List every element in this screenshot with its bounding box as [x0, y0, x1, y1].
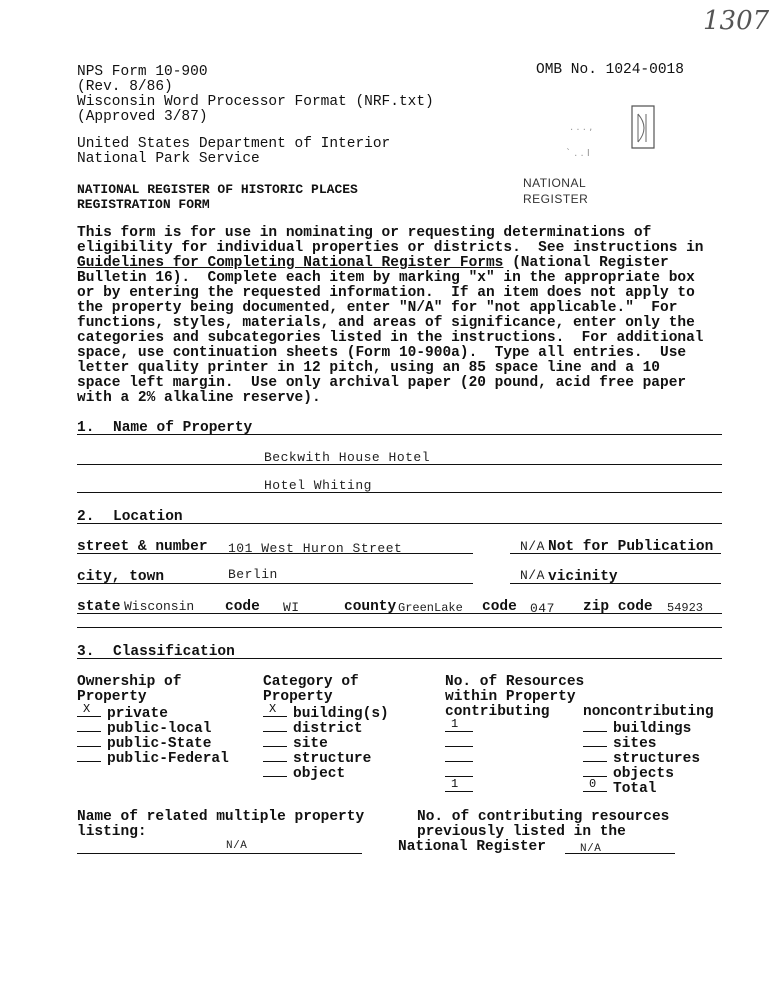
- resource-row-objects-noncontrib[interactable]: objects: [583, 765, 674, 782]
- resource-row-buildings-noncontrib[interactable]: buildings: [583, 720, 691, 737]
- category-heading-2: Property: [263, 689, 333, 705]
- form-revision: (Rev. 8/86): [77, 79, 173, 95]
- county-code-value[interactable]: 047: [530, 601, 555, 616]
- resource-row-total[interactable]: 1: [445, 780, 479, 797]
- ownership-option-public-state[interactable]: public-State: [77, 735, 211, 752]
- form-subtitle: REGISTRATION FORM: [77, 197, 210, 212]
- category-heading-1: Category of: [263, 674, 359, 690]
- previously-listed-label-2: previously listed in the: [417, 824, 626, 840]
- not-for-publication-value[interactable]: N/A: [520, 539, 545, 554]
- category-option-site[interactable]: site: [263, 735, 328, 752]
- resource-row-sites-noncontrib[interactable]: sites: [583, 735, 657, 752]
- category-option-structure[interactable]: structure: [263, 750, 371, 767]
- resources-heading-2: within Property: [445, 689, 576, 705]
- ownership-heading-2: Property: [77, 689, 147, 705]
- category-option-object[interactable]: object: [263, 765, 345, 782]
- svg-text:. . . ,: . . . ,: [570, 122, 593, 133]
- section3-number: 3.: [77, 644, 95, 660]
- guidelines-title: Guidelines for Completing National Register Forms: [77, 255, 504, 271]
- form-number: NPS Form 10-900: [77, 64, 208, 80]
- resources-heading-1: No. of Resources: [445, 674, 585, 690]
- city-value[interactable]: Berlin: [228, 567, 278, 582]
- section1-heading: Name of Property: [113, 420, 253, 436]
- ownership-option-private[interactable]: X private: [77, 705, 168, 722]
- street-label: street & number: [77, 539, 208, 555]
- omb-number: OMB No. 1024-0018: [536, 62, 684, 78]
- zip-label: zip code: [583, 599, 653, 615]
- form-title: NATIONAL REGISTER OF HISTORIC PLACES: [77, 182, 358, 197]
- category-option-district[interactable]: district: [263, 720, 363, 737]
- previously-listed-value[interactable]: N/A: [580, 843, 602, 855]
- related-property-value[interactable]: N/A: [226, 840, 248, 852]
- section2-number: 2.: [77, 509, 95, 525]
- svg-text:` . . I: ` . . I: [566, 148, 590, 159]
- previously-listed-label-3: National Register: [398, 839, 546, 855]
- not-for-publication-label: Not for Publication: [548, 539, 714, 555]
- resource-row-total-noncontrib[interactable]: 0 Total: [583, 780, 657, 797]
- ownership-option-public-federal[interactable]: public-Federal: [77, 750, 229, 767]
- received-stamp: [560, 100, 660, 160]
- national-register-stamp-2: REGISTER: [523, 192, 589, 206]
- section2-heading: Location: [113, 509, 183, 525]
- form-approved: (Approved 3/87): [77, 109, 208, 125]
- previously-listed-label-1: No. of contributing resources: [417, 809, 670, 825]
- ownership-heading-1: Ownership of: [77, 674, 182, 690]
- vicinity-value[interactable]: N/A: [520, 568, 545, 583]
- zip-value[interactable]: 54923: [667, 601, 704, 615]
- other-name-value[interactable]: Hotel Whiting: [264, 478, 372, 493]
- section3-heading: Classification: [113, 644, 235, 660]
- county-code-label: code: [482, 599, 517, 615]
- noncontributing-label: noncontributing: [583, 704, 714, 720]
- vicinity-label: vicinity: [548, 569, 618, 585]
- county-value[interactable]: GreenLake: [398, 601, 463, 615]
- state-label: state: [77, 599, 121, 615]
- resource-row-structures-noncontrib[interactable]: structures: [583, 750, 700, 767]
- instructions-paragraph: This form is for use in nominating or requesting determinations of eligibility for individual properties or districts. See instructions in Guidelines for Completing National Register Forms (National Register Bulletin 16). Complete each item by marking "x" in the appropriate box or by entering the requested information. If an item does not apply to the property being documented, enter "N/A" for "not applicable." For functions, styles, materials, and areas of significance, enter only the categories and subcategories listed in the instructions. For additional space, use continuation sheets (Form 10-900a). Type all entries. Use letter quality printer in 12 pitch, using an 85 space line and a 10 space left margin. Use only archival paper (20 pound, acid free paper with a 2% alkaline reserve).: [77, 225, 704, 406]
- agency-department: United States Department of Interior: [77, 136, 391, 152]
- contributing-label: contributing: [445, 704, 550, 720]
- state-code-label: code: [225, 599, 260, 615]
- resource-row-buildings[interactable]: 1: [445, 720, 583, 737]
- historic-name-value[interactable]: Beckwith House Hotel: [264, 450, 431, 465]
- street-value[interactable]: 101 West Huron Street: [228, 541, 403, 556]
- agency-service: National Park Service: [77, 151, 260, 167]
- city-label: city, town: [77, 569, 165, 585]
- related-property-label-1: Name of related multiple property: [77, 809, 365, 825]
- section1-number: 1.: [77, 420, 95, 436]
- related-property-label-2: listing:: [77, 824, 147, 840]
- county-label: county: [344, 599, 397, 615]
- handwritten-page-number: 1307: [703, 6, 770, 36]
- category-option-buildings[interactable]: X building(s): [263, 705, 389, 722]
- form-format: Wisconsin Word Processor Format (NRF.txt): [77, 94, 434, 110]
- state-value[interactable]: Wisconsin: [124, 599, 195, 614]
- national-register-stamp-1: NATIONAL: [523, 176, 587, 190]
- ownership-option-public-local[interactable]: public-local: [77, 720, 211, 737]
- state-code-value[interactable]: WI: [283, 600, 300, 615]
